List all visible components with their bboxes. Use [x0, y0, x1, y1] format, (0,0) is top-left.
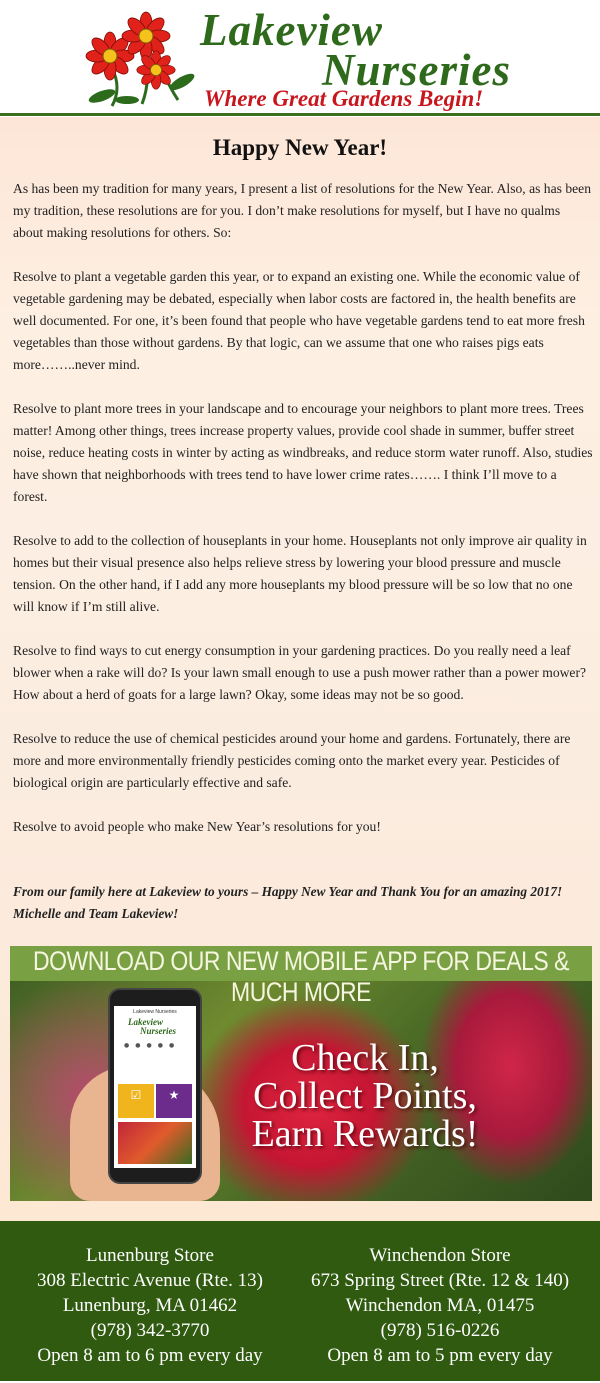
brand-name-line2: Nurseries — [322, 45, 512, 95]
brand-name-line1: Lakeview — [200, 5, 383, 55]
phone-checkin-tile — [118, 1084, 154, 1118]
star-icon: ★ — [168, 1088, 180, 1102]
phone-logo-line1: Lakeview — [128, 1017, 163, 1027]
phone-rewards-tile — [156, 1084, 192, 1118]
phone-logo-line2: Nurseries — [140, 1026, 177, 1036]
checkmark-icon: ☑ — [130, 1088, 142, 1102]
store-winchendon — [290, 1243, 590, 1368]
banner-headline-line3: Earn Rewards! — [251, 1113, 479, 1155]
store-address: 673 Spring Street (Rte. 12 & 140) — [310, 1270, 570, 1291]
store-name: Lunenburg Store — [86, 1245, 214, 1266]
store-lunenburg — [0, 1243, 300, 1368]
store-city: Lunenburg, MA 01462 — [62, 1295, 238, 1316]
store-hours: Open 8 am to 6 pm every day — [37, 1345, 263, 1366]
header-divider — [0, 113, 600, 116]
brand-tagline: Where Great Gardens Begin! — [204, 86, 484, 111]
article-paragraph-final: Resolve to avoid people who make New Year’s resolutions for you! — [13, 819, 381, 834]
phone-app-logo — [128, 1018, 194, 1036]
store-address: 308 Electric Avenue (Rte. 13) — [37, 1270, 263, 1291]
article-paragraph-energy: Resolve to find ways to cut energy consumption in your gardening practices. Do you really need a leaf blower when a rake will do? Is your lawn small enough to use a push mower rather than a power mower? How about a herd of goats for a large lawn? Okay, some ideas may not be so good. — [13, 643, 587, 702]
banner-strip — [10, 946, 592, 1007]
article-paragraph-houseplants: Resolve to add to the collection of houseplants in your home. Houseplants not only improve air quality in homes but their visual presence also helps relieve stress by lowering your blood pressure and muscle tension. On the other hand, if I add any more houseplants my blood pressure will be so low that no one will know if I’m still alive. — [13, 533, 587, 614]
store-phone[interactable]: (978) 516-0226 — [380, 1320, 500, 1341]
store-phone[interactable]: (978) 342-3770 — [90, 1320, 210, 1341]
banner-headline-line2: Collect Points, — [253, 1075, 477, 1117]
article-paragraph-trees: Resolve to plant more trees in your landscape and to encourage your neighbors to plant more trees. Trees matter! Among other things, trees increase property values, provide cool shade in summer, buffer street noise, reduce heating costs in winter by acting as windbreaks, and reduce storm water runoff. Also, studies have shown that neighborhoods with trees tend to have lower crime rates……. I think I’ll move to a forest. — [13, 401, 593, 504]
banner-headline — [225, 1039, 505, 1153]
footer-panel — [0, 1221, 600, 1381]
store-city: Winchendon MA, 01475 — [345, 1295, 535, 1316]
store-hours: Open 8 am to 5 pm every day — [327, 1345, 553, 1366]
closing-greeting: From our family here at Lakeview to yours – Happy New Year and Thank You for an amazing 2017! — [13, 884, 563, 899]
article-paragraph-intro: As has been my tradition for many years, I present a list of resolutions for the New Year. Also, as has been my tradition, these resolutions are for you. I don’t make resolutions for myself, but I have no qualms about making resolutions for others. So: — [13, 181, 591, 240]
store-footer — [0, 1221, 600, 1383]
site-header — [0, 0, 600, 117]
phone-flower-photo — [118, 1122, 192, 1164]
article-title: Happy New Year! — [212, 135, 388, 160]
red-daisy-flowers-icon — [82, 8, 200, 108]
closing-signature: Michelle and Team Lakeview! — [13, 906, 179, 921]
phone-app-title: Lakeview Nurseries — [133, 1009, 177, 1015]
banner-strip-text: DOWNLOAD OUR NEW MOBILE APP FOR DEALS & MUCH MORE — [32, 946, 569, 1007]
mobile-app-banner[interactable] — [10, 946, 592, 1201]
store-name: Winchendon Store — [369, 1245, 511, 1266]
article-paragraph-pesticides: Resolve to reduce the use of chemical pesticides around your home and gardens. Fortunately, there are more and more environmentally friendly pesticides coming onto the market every year. Pesticides of biological origin are particularly effective and safe. — [13, 731, 571, 790]
banner-headline-line1: Check In, — [291, 1037, 439, 1079]
article-paragraph-vegetables: Resolve to plant a vegetable garden this year, or to expand an existing one. While the economic value of vegetable gardening may be debated, especially when labor costs are factored in, the health benefits are well documented. For one, it’s been found that people who have vegetable gardens tend to eat more fresh vegetables than those without gardens. By that logic, can we assume that one who raises pigs eats more……..never mind. — [13, 269, 585, 372]
phone-screen — [114, 1006, 196, 1168]
phone-points-dots: ●●●●● — [124, 1042, 181, 1049]
